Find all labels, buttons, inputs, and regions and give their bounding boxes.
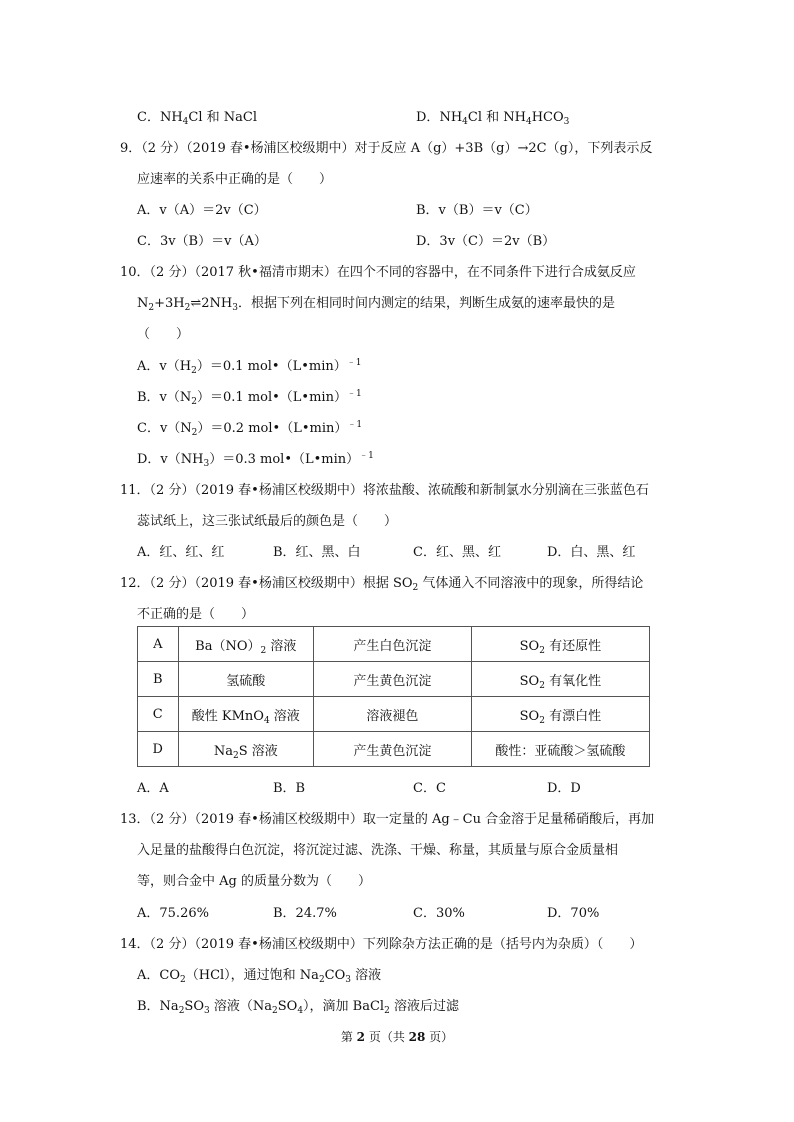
cell-text: 溶液 — [266, 638, 297, 654]
subscript: 2 — [232, 750, 239, 761]
cell-text: 有漂白性 — [544, 708, 602, 724]
page-number: 2 — [356, 1030, 365, 1044]
q8-option-c — [137, 106, 257, 125]
table-cell: 酸性：亚硫酸＞氢硫酸 — [471, 732, 649, 767]
superscript: ﹣1 — [347, 420, 363, 430]
page-total: 28 — [408, 1030, 426, 1044]
page-footer — [0, 1028, 794, 1045]
footer-text: 页） — [425, 1030, 454, 1044]
q13-option-a: A．75.26% — [137, 906, 209, 921]
q10-stem-line2 — [137, 292, 615, 311]
table-cell — [471, 697, 649, 732]
superscript: ﹣1 — [359, 451, 374, 461]
q13-option-d: D．70% — [547, 906, 600, 921]
table-cell — [471, 627, 649, 662]
q12-option-b: B．B — [273, 781, 306, 796]
option-text: 溶液 — [351, 968, 382, 983]
subscript: 3 — [203, 459, 210, 469]
cell-text: SO — [519, 673, 540, 689]
cell-text: S 溶液 — [238, 743, 278, 759]
option-text: ）＝0.1 mol•（L•min） — [197, 390, 347, 405]
subscript: 2 — [384, 1006, 390, 1016]
option-text: ）＝0.1 mol•（L•min） — [196, 359, 347, 374]
table-cell — [178, 627, 314, 662]
q12-stem-line2: 不正确的是（ ） — [137, 607, 255, 622]
option-text: CO — [324, 968, 346, 983]
q11-option-a: A．红、红、红 — [137, 545, 225, 560]
q13-option-b: B．24.7% — [273, 906, 337, 921]
table-cell: D — [138, 732, 179, 767]
q13-stem-line3: 等，则合金中 Ag 的质量分数为（ ） — [137, 874, 371, 889]
subscript: 2 — [539, 645, 545, 656]
q13-stem-line2: 入足量的盐酸得白色沉淀，将沉淀过滤、洗涤、干燥、称量，其质量与原合金质量相 — [137, 843, 619, 858]
table-cell: 产生黄色沉淀 — [314, 662, 472, 697]
option-text: Cl 和 NH — [467, 110, 526, 125]
subscript: 2 — [272, 1006, 278, 1016]
q11-option-d: D．白、黑、红 — [547, 545, 636, 560]
cell-text: SO — [519, 708, 540, 724]
q11-option-b: B．红、黑、白 — [273, 545, 361, 560]
subscript: 2 — [148, 303, 155, 313]
table-cell — [471, 662, 649, 697]
option-text: Cl 和 NaCl — [188, 110, 258, 125]
option-label: D． — [416, 110, 440, 125]
q9-option-a: A．v（A）＝2v（C） — [137, 203, 267, 218]
table-row — [138, 697, 650, 732]
table-row — [138, 662, 650, 697]
q14-stem-line1: 14．（2 分）（2019 春•杨浦区校级期中）下列除杂方法正确的是（括号内为杂质）（ ） — [120, 937, 643, 952]
option-text: 溶液后过滤 — [389, 999, 459, 1014]
subscript: 4 — [182, 117, 189, 127]
option-text: NH — [439, 110, 463, 125]
q9-stem-line1: 9．（2 分）（2019 春•杨浦区校级期中）对于反应 A（g）+3B（g）→2C（g），下列表示反 — [120, 141, 653, 156]
table-row — [138, 732, 650, 767]
table-cell: 产生黄色沉淀 — [314, 732, 472, 767]
q10-stem-line1: 10．（2 分）（2017 秋•福清市期末）在四个不同的容器中，在不同条件下进行合成氨反应 — [120, 265, 636, 280]
q11-stem-line2: 蕊试纸上，这三张试纸最后的颜色是（ ） — [137, 514, 398, 529]
option-text: SO — [277, 999, 298, 1014]
table-cell: 产生白色沉淀 — [314, 627, 472, 662]
q12-table — [137, 626, 650, 767]
equation-text: ⇌2NH — [190, 296, 233, 311]
option-text: ）＝0.2 mol•（L•min） — [197, 421, 348, 436]
q14-option-a — [137, 964, 381, 983]
table-cell — [178, 732, 314, 767]
subscript: 2 — [191, 366, 197, 376]
subscript: 2 — [260, 645, 267, 656]
q10-option-d — [137, 448, 374, 467]
subscript: 2 — [539, 715, 545, 726]
subscript: 2 — [184, 303, 191, 313]
stem-text: 气体通入不同溶液中的现象，所得结论 — [418, 576, 644, 591]
subscript: 3 — [232, 303, 238, 313]
q12-stem-line1 — [120, 572, 643, 591]
q10-option-a — [137, 355, 362, 374]
subscript: 2 — [180, 975, 186, 985]
stem-text: 12．（2 分）（2019 春•杨浦区校级期中）根据 SO — [120, 576, 413, 591]
q10-option-b — [137, 386, 362, 405]
cell-text: 有氧化性 — [544, 673, 602, 689]
subscript: 3 — [345, 975, 352, 985]
option-text: D．v（NH — [137, 452, 204, 467]
cell-text: 酸性 KMnO — [191, 708, 264, 724]
equation-text: N — [137, 296, 149, 311]
subscript: 3 — [204, 1006, 210, 1016]
subscript: 4 — [297, 1006, 304, 1016]
q14-option-b — [137, 995, 459, 1014]
option-text: A．v（H — [137, 359, 192, 374]
q13-stem-line1: 13．（2 分）（2019 春•杨浦区校级期中）取一定量的 Ag﹣Cu 合金溶于足量稀硝酸后，再加 — [120, 812, 655, 827]
q12-option-d: D．D — [547, 781, 581, 796]
table-cell: C — [138, 697, 179, 732]
q9-option-c: C．3v（B）＝v（A） — [137, 234, 267, 249]
footer-text: 页（共 — [365, 1030, 409, 1044]
option-text: ），滴加 BaCl — [303, 999, 385, 1014]
cell-text: Ba（NO — [195, 638, 248, 654]
q10-stem-line3: （ ） — [137, 327, 190, 342]
cell-text: 溶液 — [269, 708, 300, 724]
superscript: ﹣1 — [346, 389, 362, 399]
table-cell — [178, 697, 314, 732]
subscript: 2 — [539, 680, 545, 691]
q12-option-a: A．A — [137, 781, 169, 796]
option-text: A．CO — [137, 968, 180, 983]
q12-option-c: C．C — [413, 781, 446, 796]
q11-option-c: C．红、黑、红 — [413, 545, 501, 560]
option-text: ）＝0.3 mol•（L•min） — [209, 452, 360, 467]
table-cell: A — [138, 627, 179, 662]
q11-stem-line1: 11．（2 分）（2019 春•杨浦区校级期中）将浓盐酸、浓硫酸和新制氯水分别滴在三张蓝色石 — [120, 483, 649, 498]
cell-text: ） — [247, 638, 261, 654]
cell-text: Na — [213, 743, 233, 759]
stem-text: ．根据下列在相同时间内测定的结果，判断生成氨的速率最快的是 — [237, 296, 615, 311]
option-text: C．v（N — [137, 421, 192, 436]
equation-text: +3H — [154, 296, 185, 311]
superscript: ﹣1 — [346, 358, 362, 368]
option-text: B．v（N — [137, 390, 192, 405]
subscript: 2 — [191, 428, 198, 438]
subscript: 4 — [263, 715, 270, 726]
table-cell: B — [138, 662, 179, 697]
subscript: 4 — [525, 117, 532, 127]
option-text: NH — [159, 110, 183, 125]
table-row — [138, 627, 650, 662]
option-text: SO — [184, 999, 204, 1014]
subscript: 2 — [318, 975, 325, 985]
q13-option-c: C．30% — [413, 906, 465, 921]
q9-option-b: B．v（B）＝v（C） — [416, 203, 538, 218]
option-text: B．Na — [137, 999, 179, 1014]
subscript: 3 — [563, 117, 570, 127]
option-text: 溶液（Na — [209, 999, 272, 1014]
subscript: 2 — [178, 1006, 185, 1016]
footer-text: 第 — [340, 1030, 357, 1044]
subscript: 2 — [191, 397, 198, 407]
cell-text: SO — [519, 638, 540, 654]
option-label: C． — [137, 110, 160, 125]
option-text: （HCl），通过饱和 Na — [185, 968, 319, 983]
q9-stem-line2: 应速率的关系中正确的是（ ） — [137, 172, 333, 187]
option-text: HCO — [531, 110, 564, 125]
table-cell: 氢硫酸 — [178, 662, 314, 697]
q9-option-d: D．3v（C）＝2v（B） — [416, 234, 556, 249]
table-cell: 溶液褪色 — [314, 697, 472, 732]
subscript: 4 — [462, 117, 468, 127]
cell-text: 有还原性 — [544, 638, 602, 654]
subscript: 2 — [412, 583, 419, 593]
q8-option-d — [416, 106, 569, 125]
q10-option-c — [137, 417, 362, 436]
